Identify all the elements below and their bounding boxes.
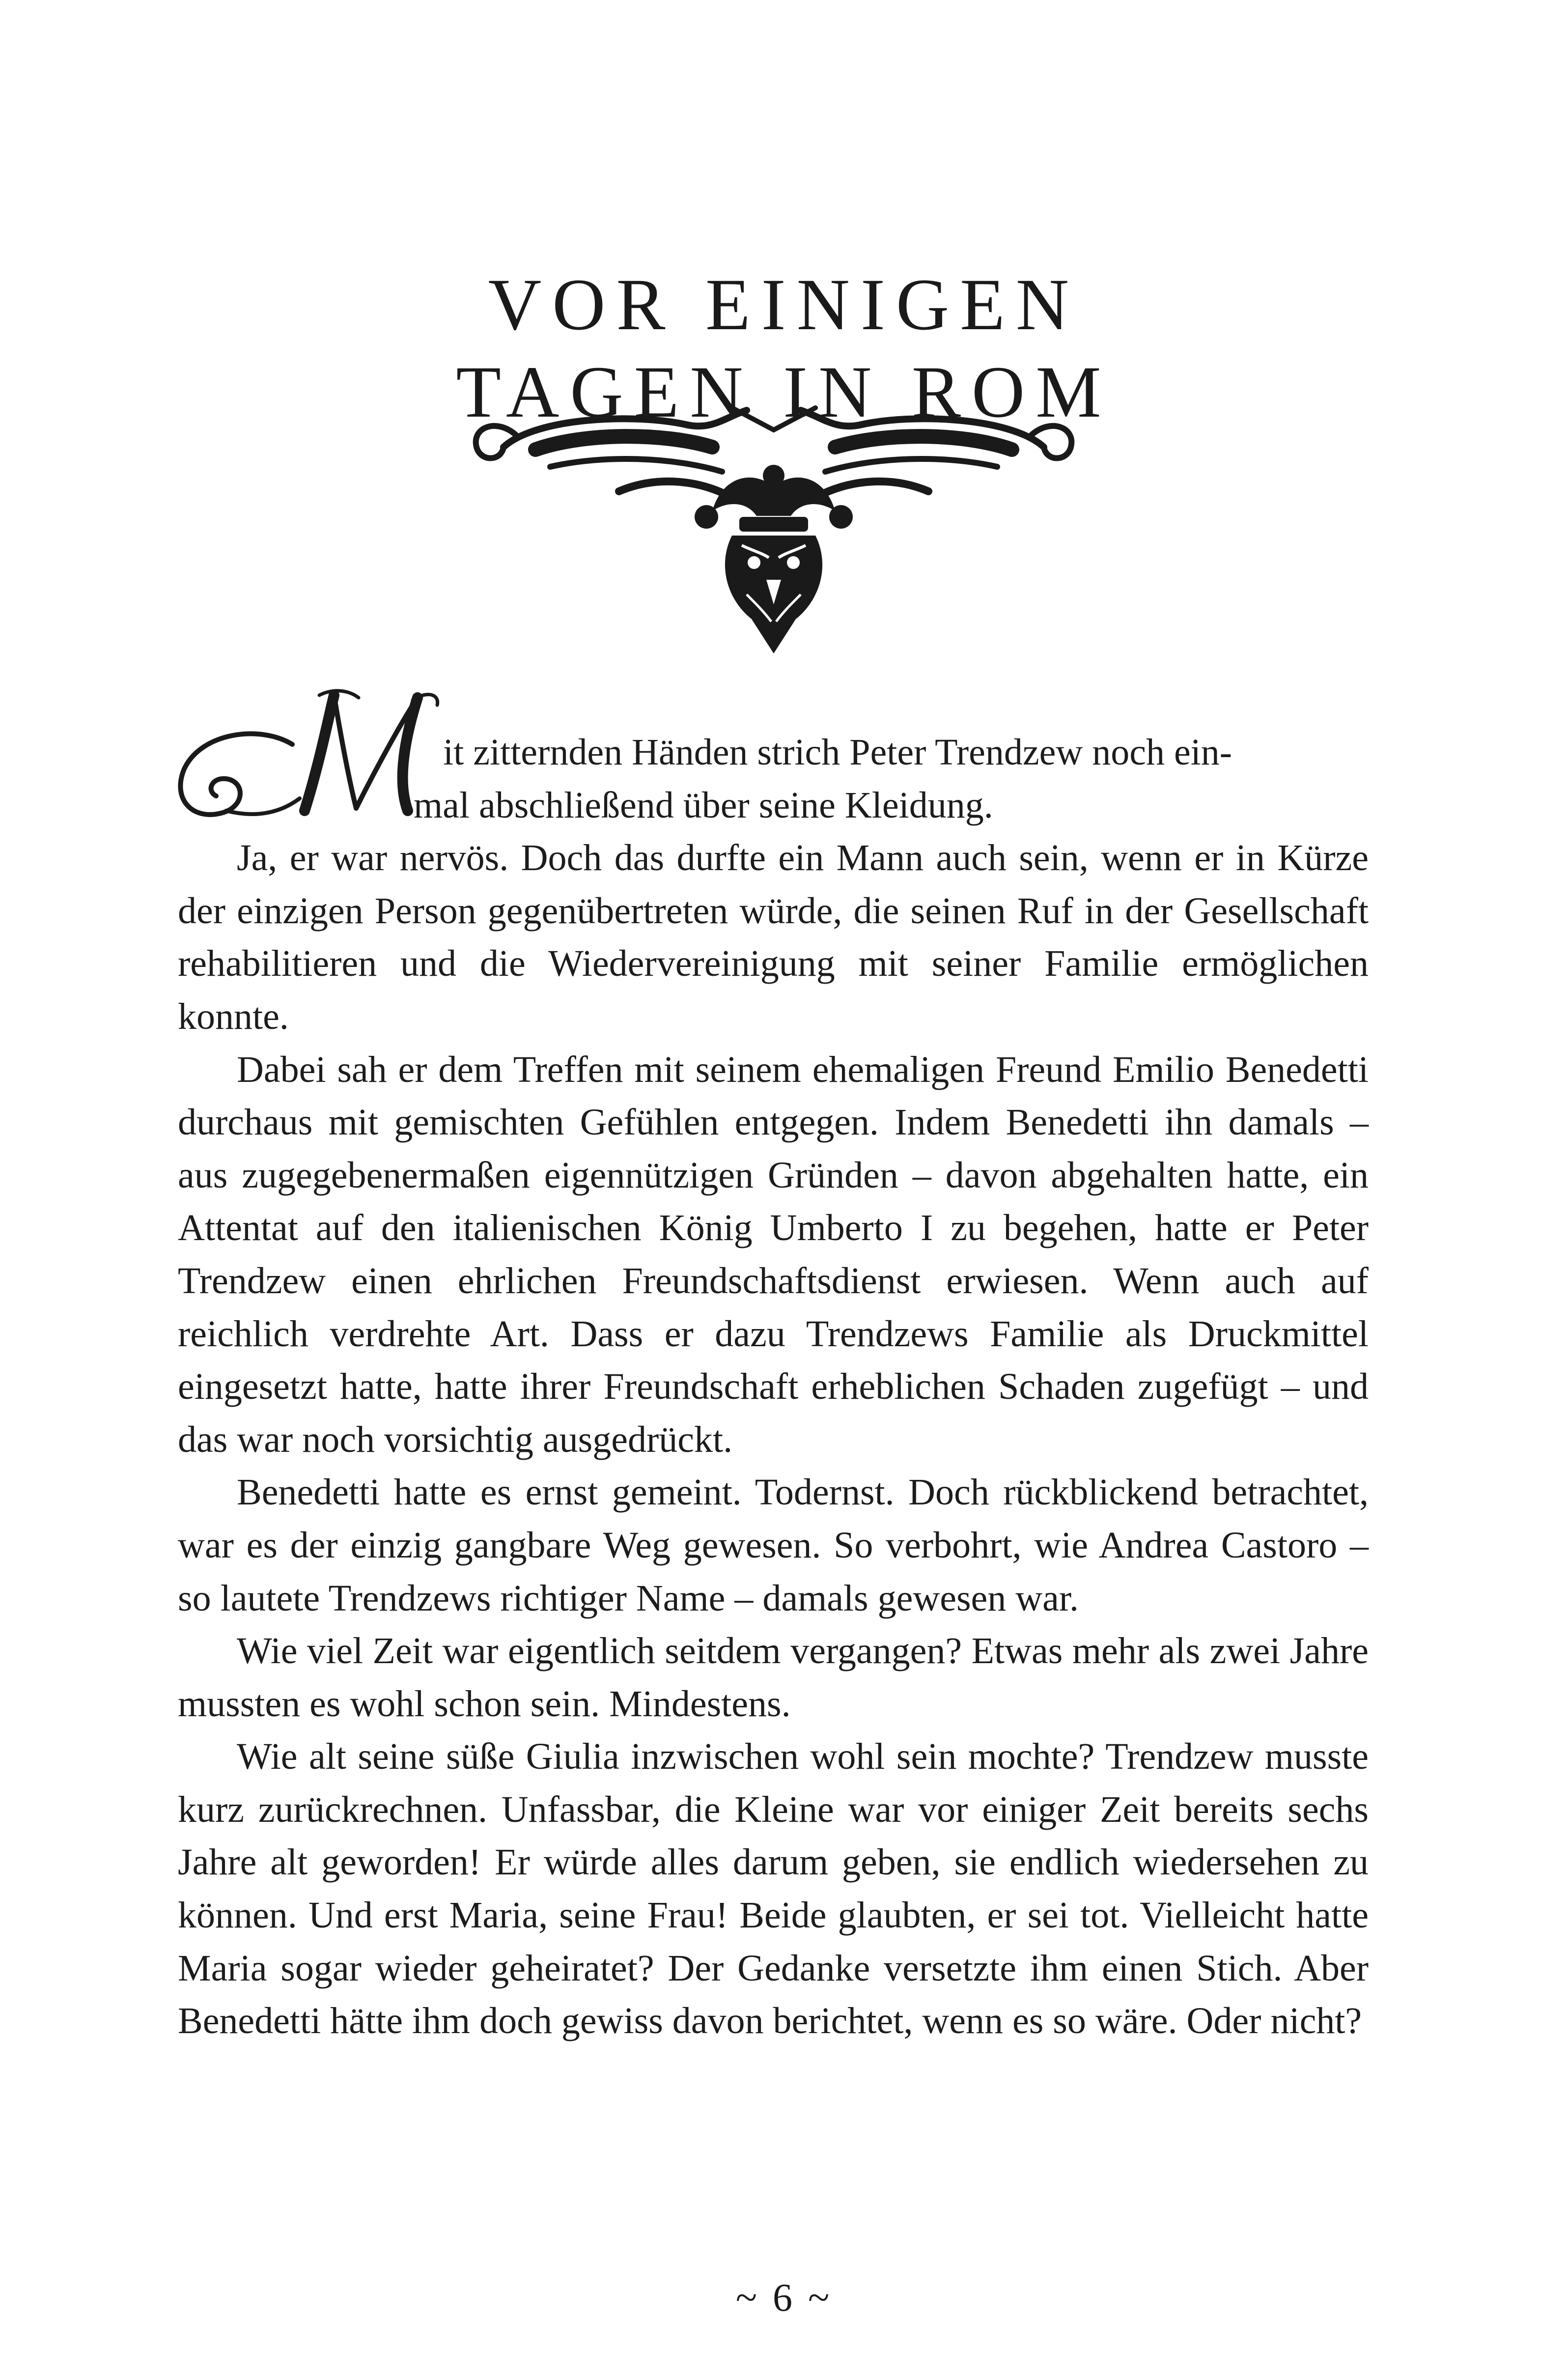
paragraph-6: Wie alt seine süße Giulia inzwischen wohl sein mochte? Trendzew musste kurz zurückrechnen. Unfassbar, die Kleine war vor einiger Zeit bereits sechs Jahre alt geworden! Er würde alles darum geben, sie endlich wiedersehen zu können. Und erst Maria, seine Frau! Beide glaubten, er sei tot. Vielleicht hatte Maria sogar wieder geheiratet? Der Gedanke versetzte ihm einen Stich. Aber Benedetti hätte ihm doch gewiss davon berichtet, wenn es so wäre. Oder nicht? xyxy=(178,1736,1369,2042)
paragraph-4: Benedetti hatte es ernst gemeint. Todernst. Doch rückblickend betrachtet, war es der einzig gangbare Weg gewesen. So verbohrt, wie Andrea Castoro – so lautete Trendzews richtiger Name – damals gewesen war. xyxy=(178,1472,1369,1619)
paragraph-3: Dabei sah er dem Treffen mit seinem ehemaligen Freund Emilio Benedetti durchaus mit gemischten Gefühlen entgegen. Indem Benedetti ihn damals – aus zugegebenermaßen eigennützigen Gründen – davon abgehalten hatte, ein Attentat auf den italienischen König Umberto I zu begehen, hatte er Peter Trendzew einen ehrlichen Freundschaftsdienst erwiesen. Wenn auch auf reichlich verdrehte Art. Dass er dazu Trendzews Familie als Druckmittel eingesetzt hatte, hatte ihrer Freundschaft erheblichen Schaden zugefügt – und das war noch vorsichtig ausgedrückt. xyxy=(178,1048,1369,1460)
body-text xyxy=(178,726,1369,2048)
paragraph-2: Ja, er war nervös. Doch das durfte ein Mann auch sein, wenn er in Kürze der einzigen Person gegenübertreten würde, die seinen Ruf in der Gesellschaft rehabilitieren und die Wiedervereinigung mit seiner Familie ermöglichen konnte. xyxy=(178,837,1369,1037)
chapter-title-line-2: TAGEN IN ROM xyxy=(456,351,1112,433)
paragraph-1-line-1: it zitternden Händen strich Peter Trendzew noch ein- xyxy=(443,732,1232,773)
paragraph-1 xyxy=(414,726,1369,832)
jester-eagle-crest-icon xyxy=(457,388,1091,663)
paragraph-1-line-2: mal abschließend über seine Kleidung. xyxy=(414,784,993,826)
page-number: ~ 6 ~ xyxy=(735,2276,833,2320)
chapter-title-line-1: VOR EINIGEN xyxy=(488,263,1080,345)
paragraph-5: Wie viel Zeit war eigentlich seitdem vergangen? Etwas mehr als zwei Jahre mussten es wohl schon sein. Mindestens. xyxy=(178,1630,1369,1725)
